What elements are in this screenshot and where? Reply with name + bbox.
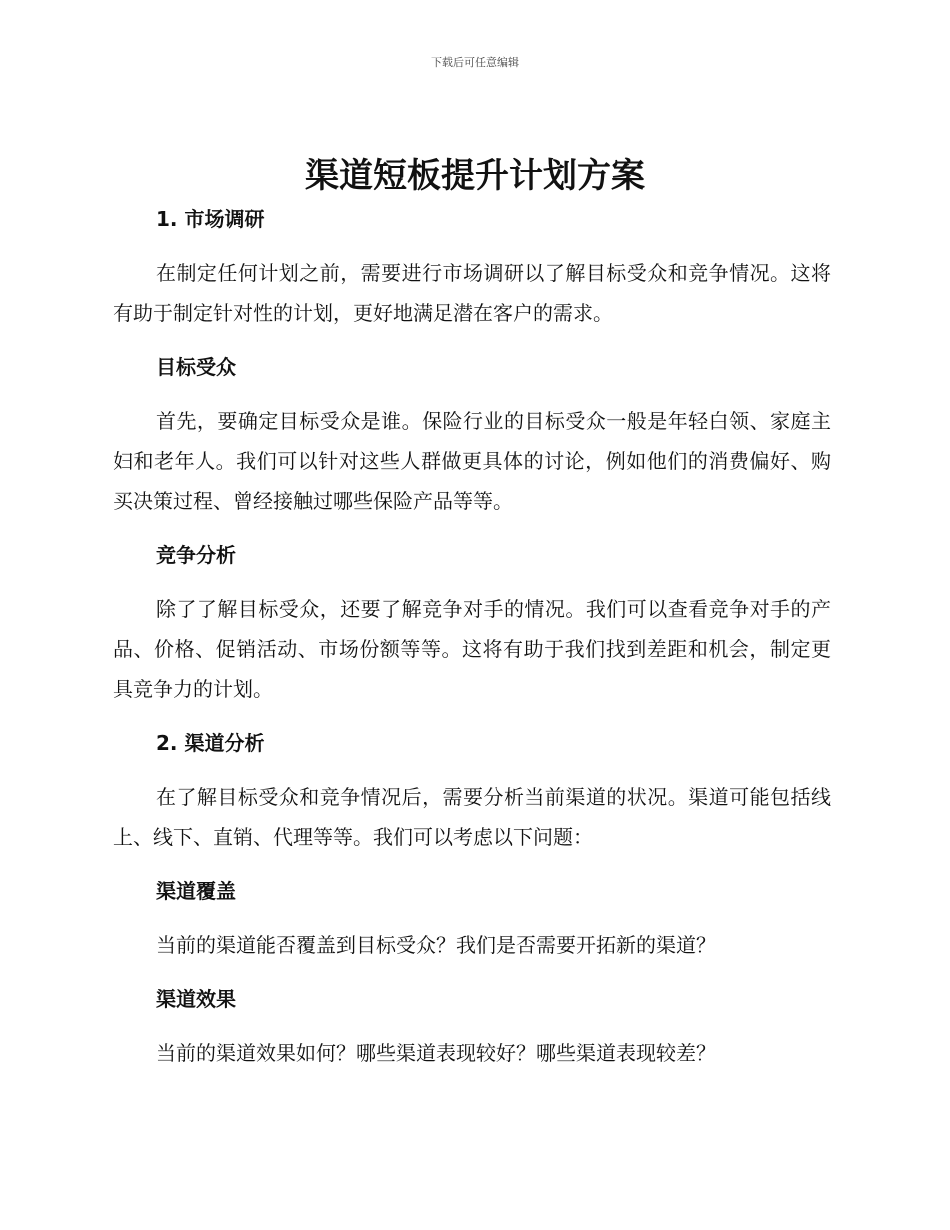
spacer: [113, 709, 831, 724]
spacer: [113, 333, 831, 348]
header-note: 下载后可任意编辑: [431, 56, 519, 69]
spacer: [113, 238, 831, 253]
section-heading-channel-effect: 渠道效果: [156, 987, 236, 1011]
document-title: 渠道短板提升计划方案: [305, 156, 645, 196]
spacer: [113, 521, 831, 536]
spacer: [113, 762, 831, 777]
paragraph-channel-analysis: 在了解目标受众和竞争情况后，需要分析当前渠道的状况。渠道可能包括线上、线下、直销、代理等等。我们可以考虑以下问题：: [113, 785, 831, 849]
paragraph-target-audience: 首先，要确定目标受众是谁。保险行业的目标受众一般是年轻白领、家庭主妇和老年人。我们可以针对这些人群做更具体的讨论，例如他们的消费偏好、购买决策过程、曾经接触过哪些保险产品等等。: [113, 409, 831, 513]
spacer: [113, 1018, 831, 1033]
section-heading-competition: 竞争分析: [156, 543, 236, 567]
spacer: [113, 857, 831, 872]
spacer: [113, 910, 831, 925]
spacer: [113, 574, 831, 589]
section-heading-target-audience: 目标受众: [156, 355, 236, 379]
question-channel-effect: 当前的渠道效果如何？哪些渠道表现较好？哪些渠道表现较差？: [156, 1041, 716, 1065]
paragraph-market-research: 在制定任何计划之前，需要进行市场调研以了解目标受众和竞争情况。这将有助于制定针对性的计划，更好地满足潜在客户的需求。: [113, 261, 831, 325]
section-heading-channel-analysis: 2. 渠道分析: [156, 731, 265, 755]
section-heading-market-research: 1. 市场调研: [156, 207, 265, 231]
spacer: [113, 965, 831, 980]
paragraph-competition: 除了了解目标受众，还要了解竞争对手的情况。我们可以查看竞争对手的产品、价格、促销活动、市场份额等等。这将有助于我们找到差距和机会，制定更具竞争力的计划。: [113, 597, 831, 701]
question-channel-coverage: 当前的渠道能否覆盖到目标受众？我们是否需要开拓新的渠道？: [156, 933, 716, 957]
section-heading-channel-coverage: 渠道覆盖: [156, 879, 236, 903]
spacer: [113, 386, 831, 401]
document-body: [113, 200, 831, 1073]
